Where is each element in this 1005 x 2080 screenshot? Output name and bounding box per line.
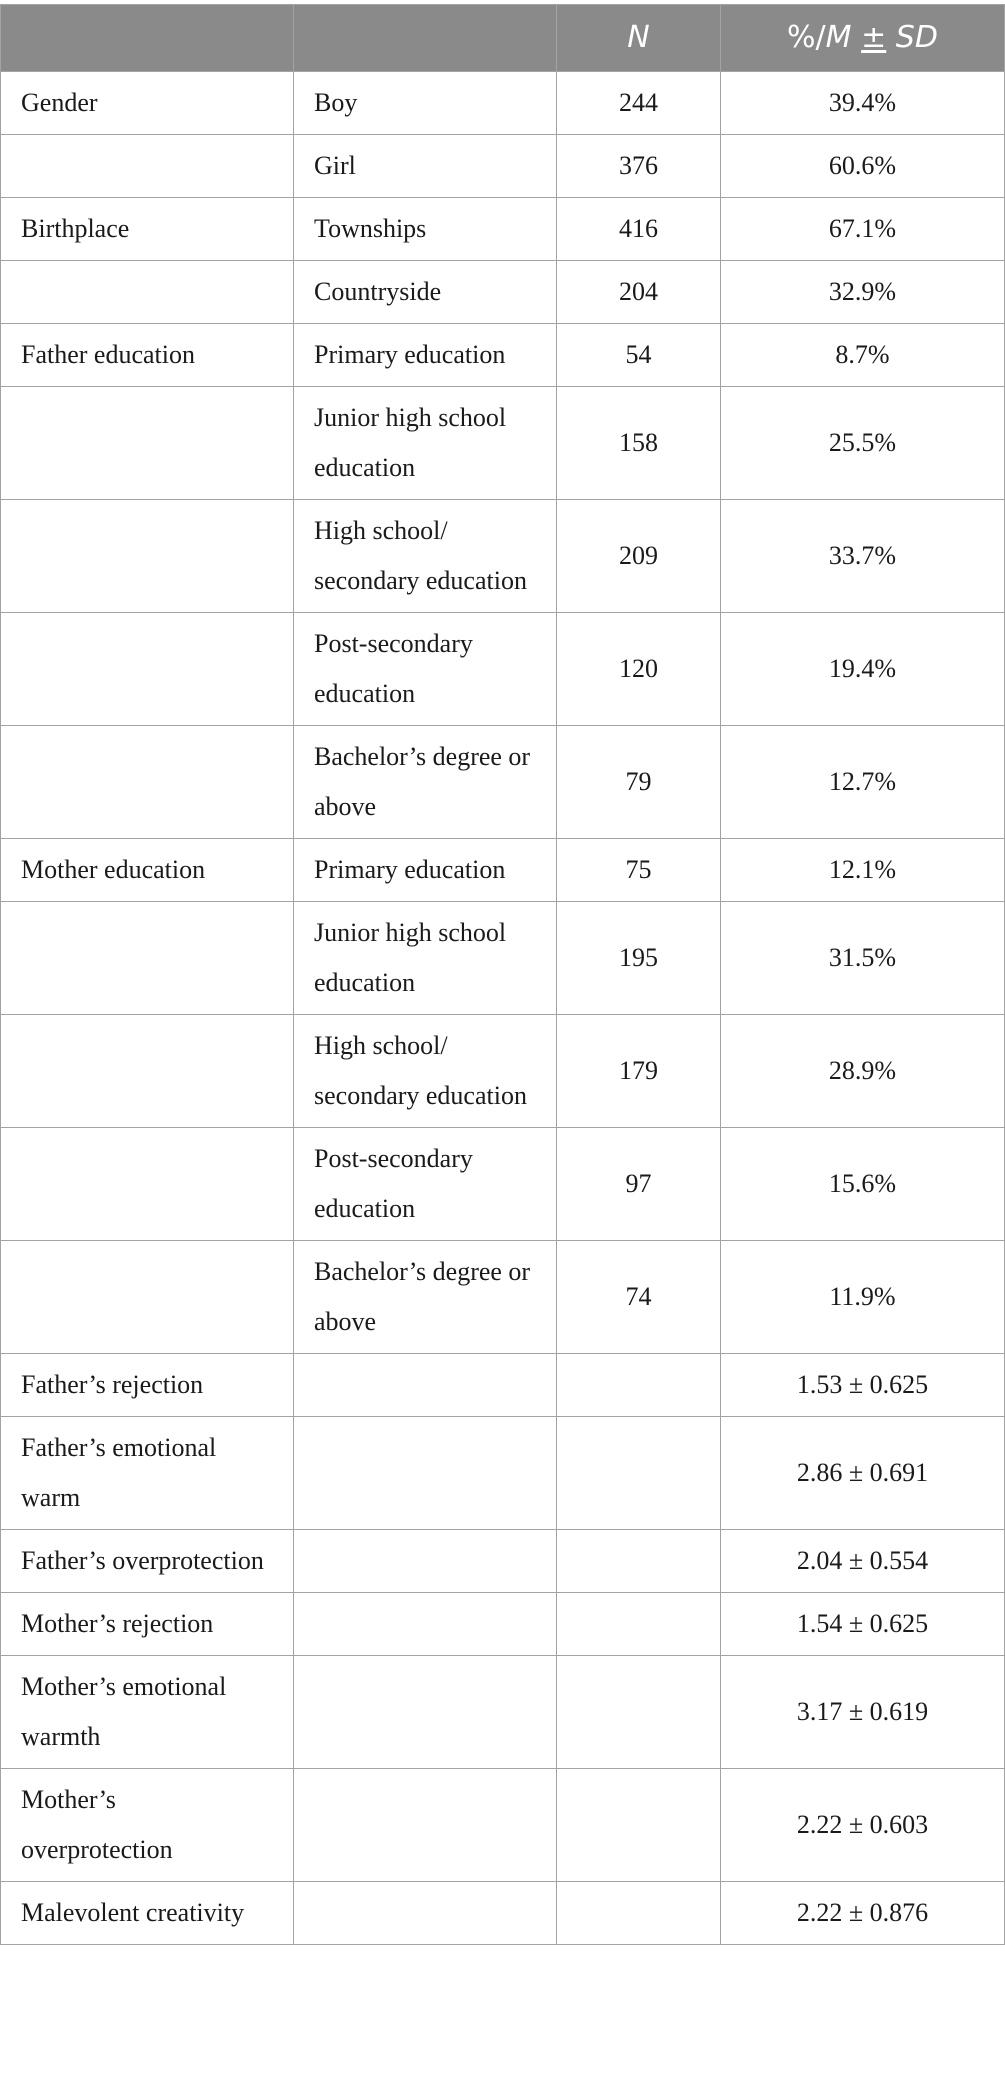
table-row [1, 324, 1005, 387]
cell-value: 33.7% [721, 500, 1005, 613]
cell-category [294, 1656, 557, 1769]
cell-variable: Father’s emotional warm [1, 1417, 294, 1530]
cell-n: 209 [557, 500, 721, 613]
cell-n: 75 [557, 839, 721, 902]
cell-value: 60.6% [721, 135, 1005, 198]
cell-category: Post-secondary education [294, 613, 557, 726]
cell-value: 2.22 ± 0.603 [721, 1769, 1005, 1882]
header-stat [721, 5, 1005, 72]
cell-value: 2.04 ± 0.554 [721, 1530, 1005, 1593]
cell-variable: Father education [1, 324, 294, 387]
cell-n: 97 [557, 1128, 721, 1241]
cell-variable: Mother’s emotional warmth [1, 1656, 294, 1769]
header-category [294, 5, 557, 72]
cell-n [557, 1882, 721, 1945]
table-row [1, 1241, 1005, 1354]
cell-category [294, 1882, 557, 1945]
table-row [1, 1769, 1005, 1882]
cell-variable [1, 500, 294, 613]
table-row [1, 839, 1005, 902]
cell-variable [1, 613, 294, 726]
cell-variable [1, 1128, 294, 1241]
cell-n: 54 [557, 324, 721, 387]
table-row [1, 1015, 1005, 1128]
table-row [1, 1417, 1005, 1530]
cell-variable [1, 135, 294, 198]
table-row [1, 1593, 1005, 1656]
cell-value: 8.7% [721, 324, 1005, 387]
cell-category: Girl [294, 135, 557, 198]
cell-category: Bachelor’s degree or above [294, 726, 557, 839]
cell-category [294, 1769, 557, 1882]
cell-n: 244 [557, 72, 721, 135]
cell-value: 32.9% [721, 261, 1005, 324]
table-row [1, 726, 1005, 839]
cell-category: Primary education [294, 324, 557, 387]
cell-n: 376 [557, 135, 721, 198]
table-row [1, 1128, 1005, 1241]
cell-n: 204 [557, 261, 721, 324]
header-pct: %/ [787, 20, 826, 55]
cell-n [557, 1530, 721, 1593]
cell-category [294, 1354, 557, 1417]
table-body [1, 72, 1005, 1945]
header-variable [1, 5, 294, 72]
cell-variable [1, 1241, 294, 1354]
header-sd: SD [895, 20, 938, 55]
cell-n [557, 1656, 721, 1769]
cell-variable [1, 726, 294, 839]
cell-n: 158 [557, 387, 721, 500]
table-row [1, 613, 1005, 726]
cell-value: 1.53 ± 0.625 [721, 1354, 1005, 1417]
table-row [1, 1882, 1005, 1945]
cell-value: 31.5% [721, 902, 1005, 1015]
cell-variable: Father’s overprotection [1, 1530, 294, 1593]
cell-value: 25.5% [721, 387, 1005, 500]
cell-n: 416 [557, 198, 721, 261]
cell-value: 12.1% [721, 839, 1005, 902]
table-row [1, 902, 1005, 1015]
cell-category [294, 1593, 557, 1656]
table-row [1, 1354, 1005, 1417]
cell-value: 11.9% [721, 1241, 1005, 1354]
cell-variable: Father’s rejection [1, 1354, 294, 1417]
cell-variable [1, 387, 294, 500]
cell-n: 79 [557, 726, 721, 839]
table-row [1, 500, 1005, 613]
cell-value: 19.4% [721, 613, 1005, 726]
cell-variable [1, 902, 294, 1015]
table-row [1, 198, 1005, 261]
cell-category: Junior high school education [294, 387, 557, 500]
cell-n: 120 [557, 613, 721, 726]
cell-category: Boy [294, 72, 557, 135]
header-row [1, 5, 1005, 72]
header-n: N [557, 5, 721, 72]
cell-category: Bachelor’s degree or above [294, 1241, 557, 1354]
cell-value: 1.54 ± 0.625 [721, 1593, 1005, 1656]
cell-n [557, 1354, 721, 1417]
cell-variable: Malevolent creativity [1, 1882, 294, 1945]
cell-category: High school/ secondary education [294, 500, 557, 613]
cell-category: Primary education [294, 839, 557, 902]
cell-value: 2.86 ± 0.691 [721, 1417, 1005, 1530]
header-m: M [825, 20, 852, 55]
cell-value: 39.4% [721, 72, 1005, 135]
demographics-table [0, 4, 1005, 1945]
cell-variable: Mother education [1, 839, 294, 902]
cell-category [294, 1530, 557, 1593]
table-row [1, 1656, 1005, 1769]
header-pm: ± [861, 20, 887, 55]
cell-value: 15.6% [721, 1128, 1005, 1241]
cell-value: 28.9% [721, 1015, 1005, 1128]
cell-category: High school/ secondary education [294, 1015, 557, 1128]
cell-variable: Mother’s overprotection [1, 1769, 294, 1882]
cell-value: 12.7% [721, 726, 1005, 839]
cell-n: 179 [557, 1015, 721, 1128]
table-row [1, 72, 1005, 135]
table-row [1, 1530, 1005, 1593]
cell-variable: Mother’s rejection [1, 1593, 294, 1656]
cell-variable: Birthplace [1, 198, 294, 261]
table-row [1, 261, 1005, 324]
cell-category: Countryside [294, 261, 557, 324]
cell-category: Junior high school education [294, 902, 557, 1015]
cell-category: Townships [294, 198, 557, 261]
cell-n [557, 1417, 721, 1530]
cell-value: 67.1% [721, 198, 1005, 261]
table-row [1, 387, 1005, 500]
table-row [1, 135, 1005, 198]
cell-variable [1, 261, 294, 324]
cell-n: 195 [557, 902, 721, 1015]
table-header [1, 5, 1005, 72]
cell-n [557, 1769, 721, 1882]
cell-n: 74 [557, 1241, 721, 1354]
cell-category [294, 1417, 557, 1530]
cell-n [557, 1593, 721, 1656]
cell-variable: Gender [1, 72, 294, 135]
cell-category: Post-secondary education [294, 1128, 557, 1241]
cell-value: 3.17 ± 0.619 [721, 1656, 1005, 1769]
cell-variable [1, 1015, 294, 1128]
cell-value: 2.22 ± 0.876 [721, 1882, 1005, 1945]
